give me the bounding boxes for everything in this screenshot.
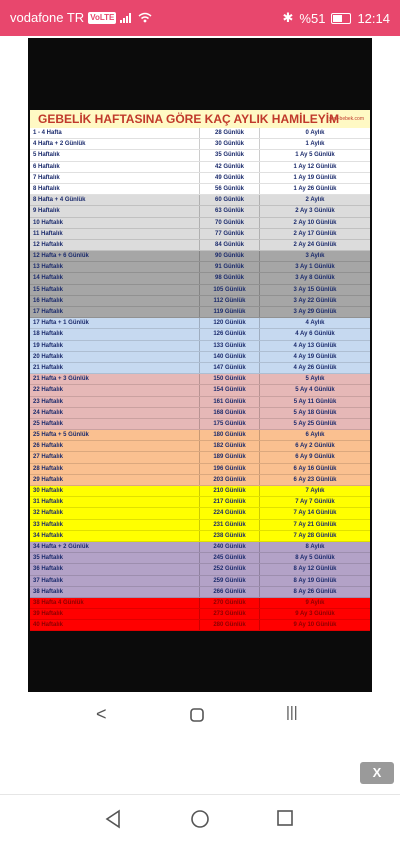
days-cell: 161 Günlük [200, 397, 260, 407]
table-row [30, 341, 370, 352]
days-cell: 238 Günlük [200, 531, 260, 541]
months-cell: 7 Ay 14 Günlük [293, 510, 337, 517]
week-cell: 6 Haftalık [30, 162, 200, 172]
table-row [30, 206, 370, 217]
days-cell: 210 Günlük [200, 486, 260, 496]
table-row [30, 609, 370, 620]
table-body [30, 128, 370, 631]
days-cell: 182 Günlük [200, 441, 260, 451]
week-cell: 10 Haftalık [30, 218, 200, 228]
months-cell: 5 Ay 11 Günlük [293, 398, 337, 405]
months-cell: 3 Ay 22 Günlük [293, 297, 337, 304]
days-cell: 224 Günlük [200, 508, 260, 518]
days-cell: 126 Günlük [200, 329, 260, 339]
table-row [30, 374, 370, 385]
table-row [30, 273, 370, 284]
week-cell: 8 Haftalık [30, 184, 200, 194]
months-cell: 5 Ay 18 Günlük [293, 409, 337, 416]
days-cell: 84 Günlük [200, 240, 260, 250]
table-row [30, 441, 370, 452]
months-cell: 6 Ay 9 Günlük [295, 454, 335, 461]
table-row [30, 508, 370, 519]
table-row [30, 553, 370, 564]
months-cell: 7 Ay 28 Günlük [293, 532, 337, 539]
carrier-label: vodafone TR [10, 10, 85, 25]
table-row [30, 229, 370, 240]
months-cell: 1 Ay 12 Günlük [293, 163, 337, 170]
months-cell: 0 Aylık [305, 130, 325, 136]
table-row [30, 385, 370, 396]
system-nav-bar [0, 794, 400, 845]
table-row [30, 452, 370, 463]
week-cell: 19 Haftalık [30, 341, 200, 351]
days-cell: 196 Günlük [200, 464, 260, 474]
months-cell: 2 Ay 10 Günlük [293, 219, 337, 226]
days-cell: 77 Günlük [200, 229, 260, 239]
days-cell: 28 Günlük [200, 128, 260, 138]
days-cell: 280 Günlük [200, 620, 260, 630]
table-row [30, 564, 370, 575]
table-row [30, 408, 370, 419]
days-cell: 60 Günlük [200, 195, 260, 205]
months-cell: 4 Ay 26 Günlük [293, 364, 337, 371]
week-cell: 27 Haftalık [30, 452, 200, 462]
table-row [30, 184, 370, 195]
days-cell: 245 Günlük [200, 553, 260, 563]
days-cell: 133 Günlük [200, 341, 260, 351]
status-right [283, 10, 390, 26]
months-cell: 4 Ay 19 Günlük [293, 353, 337, 360]
days-cell: 154 Günlük [200, 385, 260, 395]
signal-icon [120, 12, 134, 23]
months-cell: 6 Ay 2 Günlük [295, 443, 335, 450]
week-cell: 7 Haftalık [30, 173, 200, 183]
table-title-bar [30, 110, 370, 129]
week-cell: 21 Hafta + 3 Günlük [30, 374, 200, 384]
week-cell: 26 Haftalık [30, 441, 200, 451]
days-cell: 175 Günlük [200, 419, 260, 429]
months-cell: 7 Aylık [305, 488, 325, 494]
months-cell: 6 Ay 23 Günlük [293, 476, 337, 483]
days-cell: 112 Günlük [200, 296, 260, 306]
week-cell: 39 Haftalık [30, 609, 200, 619]
table-row [30, 329, 370, 340]
days-cell: 35 Günlük [200, 150, 260, 160]
week-cell: 17 Haftalık [30, 307, 200, 317]
months-cell: 8 Ay 26 Günlük [293, 588, 337, 595]
days-cell: 270 Günlük [200, 598, 260, 608]
battery-icon [331, 13, 351, 24]
week-cell: 22 Haftalık [30, 385, 200, 395]
days-cell: 150 Günlük [200, 374, 260, 384]
table-row [30, 464, 370, 475]
months-cell: 7 Ay 21 Günlük [293, 521, 337, 528]
days-cell: 231 Günlük [200, 520, 260, 530]
week-cell: 12 Hafta + 6 Günlük [30, 251, 200, 261]
days-cell: 105 Günlük [200, 285, 260, 295]
status-bar [0, 0, 400, 36]
days-cell: 240 Günlük [200, 542, 260, 552]
table-row [30, 218, 370, 229]
months-cell: 9 Ay 10 Günlük [293, 622, 337, 629]
days-cell: 70 Günlük [200, 218, 260, 228]
table-row [30, 531, 370, 542]
months-cell: 3 Ay 15 Günlük [293, 286, 337, 293]
week-cell: 13 Haftalık [30, 262, 200, 272]
table-row [30, 128, 370, 139]
months-cell: 1 Ay 19 Günlük [293, 174, 337, 181]
months-cell: 3 Ay 8 Günlük [295, 275, 335, 282]
table-row [30, 497, 370, 508]
week-cell: 29 Haftalık [30, 475, 200, 485]
months-cell: 8 Ay 5 Günlük [295, 555, 335, 562]
status-left [10, 10, 152, 25]
months-cell: 9 Aylık [305, 599, 325, 606]
week-cell: 33 Haftalık [30, 520, 200, 530]
battery-percent: %51 [299, 10, 326, 26]
clock: 12:14 [357, 10, 390, 26]
table-row [30, 240, 370, 251]
week-cell: 40 Haftalık [30, 620, 200, 630]
nav-back-icon[interactable] [104, 809, 122, 829]
wifi-icon [138, 12, 152, 23]
back-icon[interactable]: < [96, 704, 107, 724]
table-row [30, 162, 370, 173]
week-cell: 4 Hafta + 2 Günlük [30, 139, 200, 149]
days-cell: 147 Günlük [200, 363, 260, 373]
bluetooth-icon: ✱ [282, 10, 294, 25]
months-cell: 6 Ay 16 Günlük [293, 465, 337, 472]
months-cell: 4 Ay 6 Günlük [295, 331, 335, 338]
nav-recents-icon[interactable] [276, 809, 294, 827]
week-cell: 1 - 4 Hafta [30, 128, 200, 138]
week-cell: 12 Haftalık [30, 240, 200, 250]
days-cell: 49 Günlük [200, 173, 260, 183]
table-row [30, 285, 370, 296]
table-row [30, 542, 370, 553]
table-title: GEBELİK HAFTASINA GÖRE KAÇ AYLIK HAMİLEYİM [38, 112, 340, 126]
months-cell: 4 Aylık [305, 320, 325, 327]
table-row [30, 139, 370, 150]
source-label: yeni-bebek.com [328, 116, 364, 122]
week-cell: 34 Haftalık [30, 531, 200, 541]
months-cell: 2 Ay 24 Günlük [293, 241, 337, 248]
week-cell: 8 Hafta + 4 Günlük [30, 195, 200, 205]
months-cell: 8 Ay 19 Günlük [293, 577, 337, 584]
week-cell: 21 Haftalık [30, 363, 200, 373]
week-cell: 11 Haftalık [30, 229, 200, 239]
days-cell: 203 Günlük [200, 475, 260, 485]
table-row [30, 576, 370, 587]
week-cell: 23 Haftalık [30, 397, 200, 407]
week-cell: 31 Haftalık [30, 497, 200, 507]
table-row [30, 419, 370, 430]
week-cell: 36 Haftalık [30, 564, 200, 574]
table-row [30, 195, 370, 206]
week-cell: 18 Haftalık [30, 329, 200, 339]
table-row [30, 587, 370, 598]
volte-badge: VoLTE [90, 12, 115, 22]
days-cell: 273 Günlük [200, 609, 260, 619]
table-row [30, 397, 370, 408]
recents-icon[interactable]: ||| [286, 704, 298, 721]
months-cell: 1 Ay 26 Günlük [293, 185, 337, 192]
months-cell: 8 Ay 12 Günlük [293, 566, 337, 573]
close-button[interactable]: X [360, 762, 394, 784]
week-cell: 24 Haftalık [30, 408, 200, 418]
table-row [30, 363, 370, 374]
week-cell: 35 Haftalık [30, 553, 200, 563]
months-cell: 7 Ay 7 Günlük [295, 499, 335, 506]
table-row [30, 598, 370, 609]
days-cell: 120 Günlük [200, 318, 260, 328]
table-row [30, 307, 370, 318]
viewer-nav-bar [28, 696, 372, 732]
days-cell: 42 Günlük [200, 162, 260, 172]
week-cell: 5 Haftalık [30, 150, 200, 160]
table-row [30, 520, 370, 531]
week-cell: 9 Haftalık [30, 206, 200, 216]
table-row [30, 620, 370, 631]
months-cell: 1 Aylık [305, 141, 325, 148]
week-cell: 25 Haftalık [30, 419, 200, 429]
months-cell: 5 Ay 25 Günlük [293, 420, 337, 427]
months-cell: 3 Ay 29 Günlük [293, 309, 337, 315]
days-cell: 217 Günlük [200, 497, 260, 507]
week-cell: 38 Haftalık [30, 587, 200, 597]
months-cell: 6 Aylık [305, 432, 325, 439]
months-cell: 5 Ay 4 Günlük [295, 387, 335, 394]
table-row [30, 262, 370, 273]
months-cell: 5 Aylık [305, 376, 325, 383]
home-icon[interactable] [190, 708, 204, 722]
months-cell: 3 Ay 1 Günlük [295, 264, 335, 271]
table-row [30, 150, 370, 161]
table-row [30, 318, 370, 329]
days-cell: 119 Günlük [200, 307, 260, 317]
days-cell: 98 Günlük [200, 273, 260, 283]
months-cell: 9 Ay 3 Günlük [295, 611, 335, 618]
days-cell: 266 Günlük [200, 587, 260, 597]
months-cell: 8 Aylık [305, 543, 325, 550]
table-image [30, 110, 370, 629]
table-row [30, 251, 370, 262]
table-row [30, 430, 370, 441]
table-row [30, 173, 370, 184]
months-cell: 4 Ay 13 Günlük [293, 342, 337, 349]
days-cell: 259 Günlük [200, 576, 260, 586]
table-row [30, 475, 370, 486]
days-cell: 30 Günlük [200, 139, 260, 149]
week-cell: 38 Hafta 4 Günlük [30, 598, 200, 608]
week-cell: 32 Haftalık [30, 508, 200, 518]
week-cell: 28 Haftalık [30, 464, 200, 474]
week-cell: 14 Haftalık [30, 273, 200, 283]
months-cell: 1 Ay 5 Günlük [295, 152, 335, 159]
days-cell: 56 Günlük [200, 184, 260, 194]
months-cell: 2 Ay 17 Günlük [293, 230, 337, 237]
days-cell: 90 Günlük [200, 251, 260, 261]
days-cell: 63 Günlük [200, 206, 260, 216]
days-cell: 168 Günlük [200, 408, 260, 418]
nav-home-icon[interactable] [190, 809, 210, 829]
week-cell: 25 Hafta + 5 Günlük [30, 430, 200, 440]
table-row [30, 486, 370, 497]
week-cell: 30 Haftalık [30, 486, 200, 496]
days-cell: 252 Günlük [200, 564, 260, 574]
week-cell: 20 Haftalık [30, 352, 200, 362]
months-cell: 2 Ay 3 Günlük [295, 208, 335, 215]
week-cell: 15 Haftalık [30, 285, 200, 295]
days-cell: 91 Günlük [200, 262, 260, 272]
table-row [30, 352, 370, 363]
days-cell: 140 Günlük [200, 352, 260, 362]
months-cell: 3 Aylık [305, 253, 325, 260]
days-cell: 189 Günlük [200, 452, 260, 462]
week-cell: 16 Haftalık [30, 296, 200, 306]
week-cell: 34 Hafta + 2 Günlük [30, 542, 200, 552]
table-row [30, 296, 370, 307]
week-cell: 17 Hafta + 1 Günlük [30, 318, 200, 328]
months-cell: 2 Aylık [305, 197, 325, 204]
week-cell: 37 Haftalık [30, 576, 200, 586]
days-cell: 180 Günlük [200, 430, 260, 440]
